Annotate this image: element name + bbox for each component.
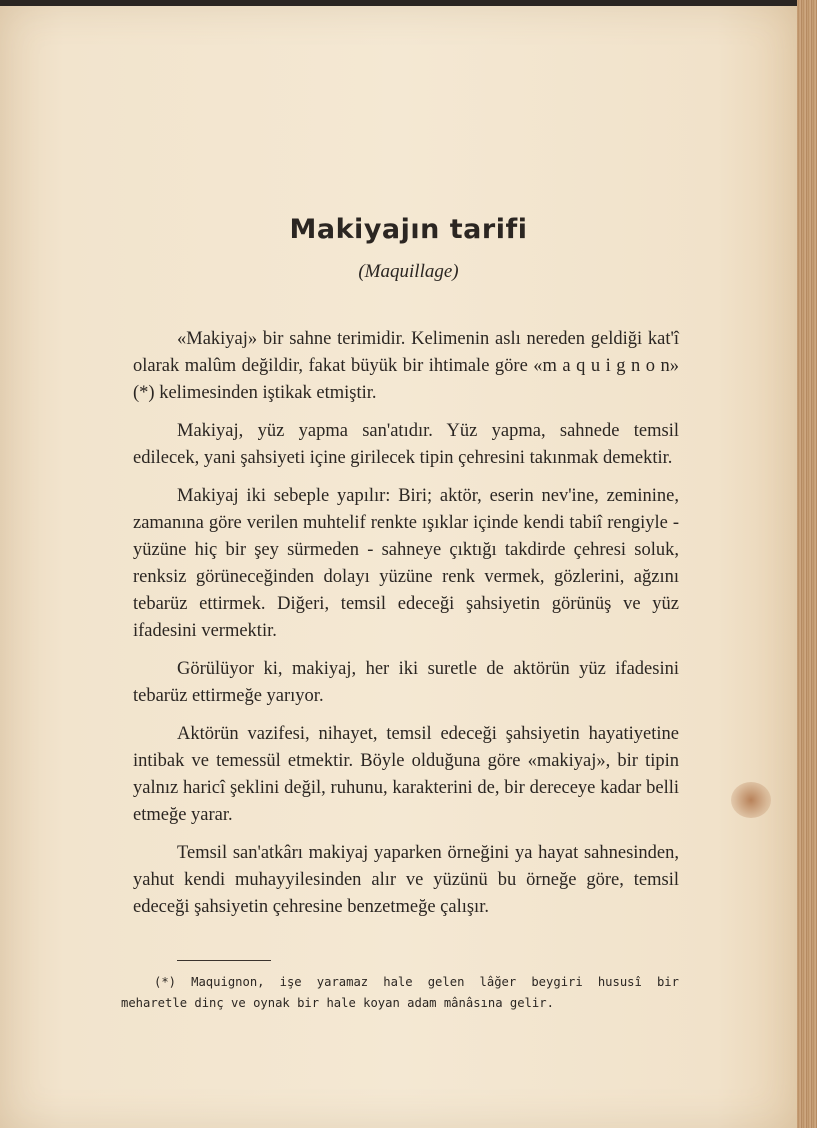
paragraph-5: Aktörün vazifesi, nihayet, temsil edeceği şahsiyetin hayatiyetine intibak ve temessül etmektir. Böyle olduğuna göre «makiyaj», bir tipin yalnız haricî şeklini değil, ruhunu, karakterini de, bir dereceye kadar belli etmeğe yarar. bbox=[133, 724, 679, 825]
paragraph-6: Temsil san'atkârı makiyaj yaparken örneğini ya hayat sahnesinden, yahut kendi muhayyilesinden alır ve yüzünü bu örneğe göre, temsil edeceği şahsiyetin çehresine benzetmeğe çalışır. bbox=[133, 843, 679, 917]
paragraph-2: Makiyaj, yüz yapma san'atıdır. Yüz yapma, sahnede temsil edilecek, yani şahsiyeti içine girilecek tipin çehresini takınmak demektir. bbox=[133, 421, 679, 468]
page-edge bbox=[797, 0, 817, 1128]
paragraph-3: Makiyaj iki sebeple yapılır: Biri; aktör, eserin nev'ine, zeminine, zamanına göre verilen muhtelif renkte ışıklar içinde kendi tabiî rengiyle - yüzüne hiç bir şey sürmeden - sahneye çıktığı takdirde çehresi soluk, renksiz görüneceğinden dolayı yüzüne renk vermek, gözlerini, ağzını tebarüz ettirmek. Diğeri, temsil edeceği şahsiyetin görünüş ve yüz ifadesini vermektir. bbox=[133, 486, 679, 641]
page-subtitle: (Maquillage) bbox=[358, 261, 459, 282]
paragraph-4: Görülüyor ki, makiyaj, her iki suretle de aktörün yüz ifadesini tebarüz ettirmeğe yarıyor. bbox=[133, 659, 679, 706]
footnote: (*) Maquignon, işe yaramaz hale gelen lâğer beygiri hususî bir meharetle dinç ve oynak bir hale koyan adam mânâsına gelir. bbox=[121, 975, 679, 1010]
footnote-divider bbox=[177, 960, 271, 961]
page-title: Makiyajın tarifi bbox=[289, 214, 528, 245]
body-text bbox=[133, 326, 679, 932]
paper-stain bbox=[731, 782, 771, 818]
paragraph-1: «Makiyaj» bir sahne terimidir. Kelimenin aslı nereden geldiği kat'î olarak malûm değildir, fakat büyük bir ihtimale göre «m a q u i g n o n» (*) kelimesinden iştikak etmiştir. bbox=[133, 329, 679, 403]
